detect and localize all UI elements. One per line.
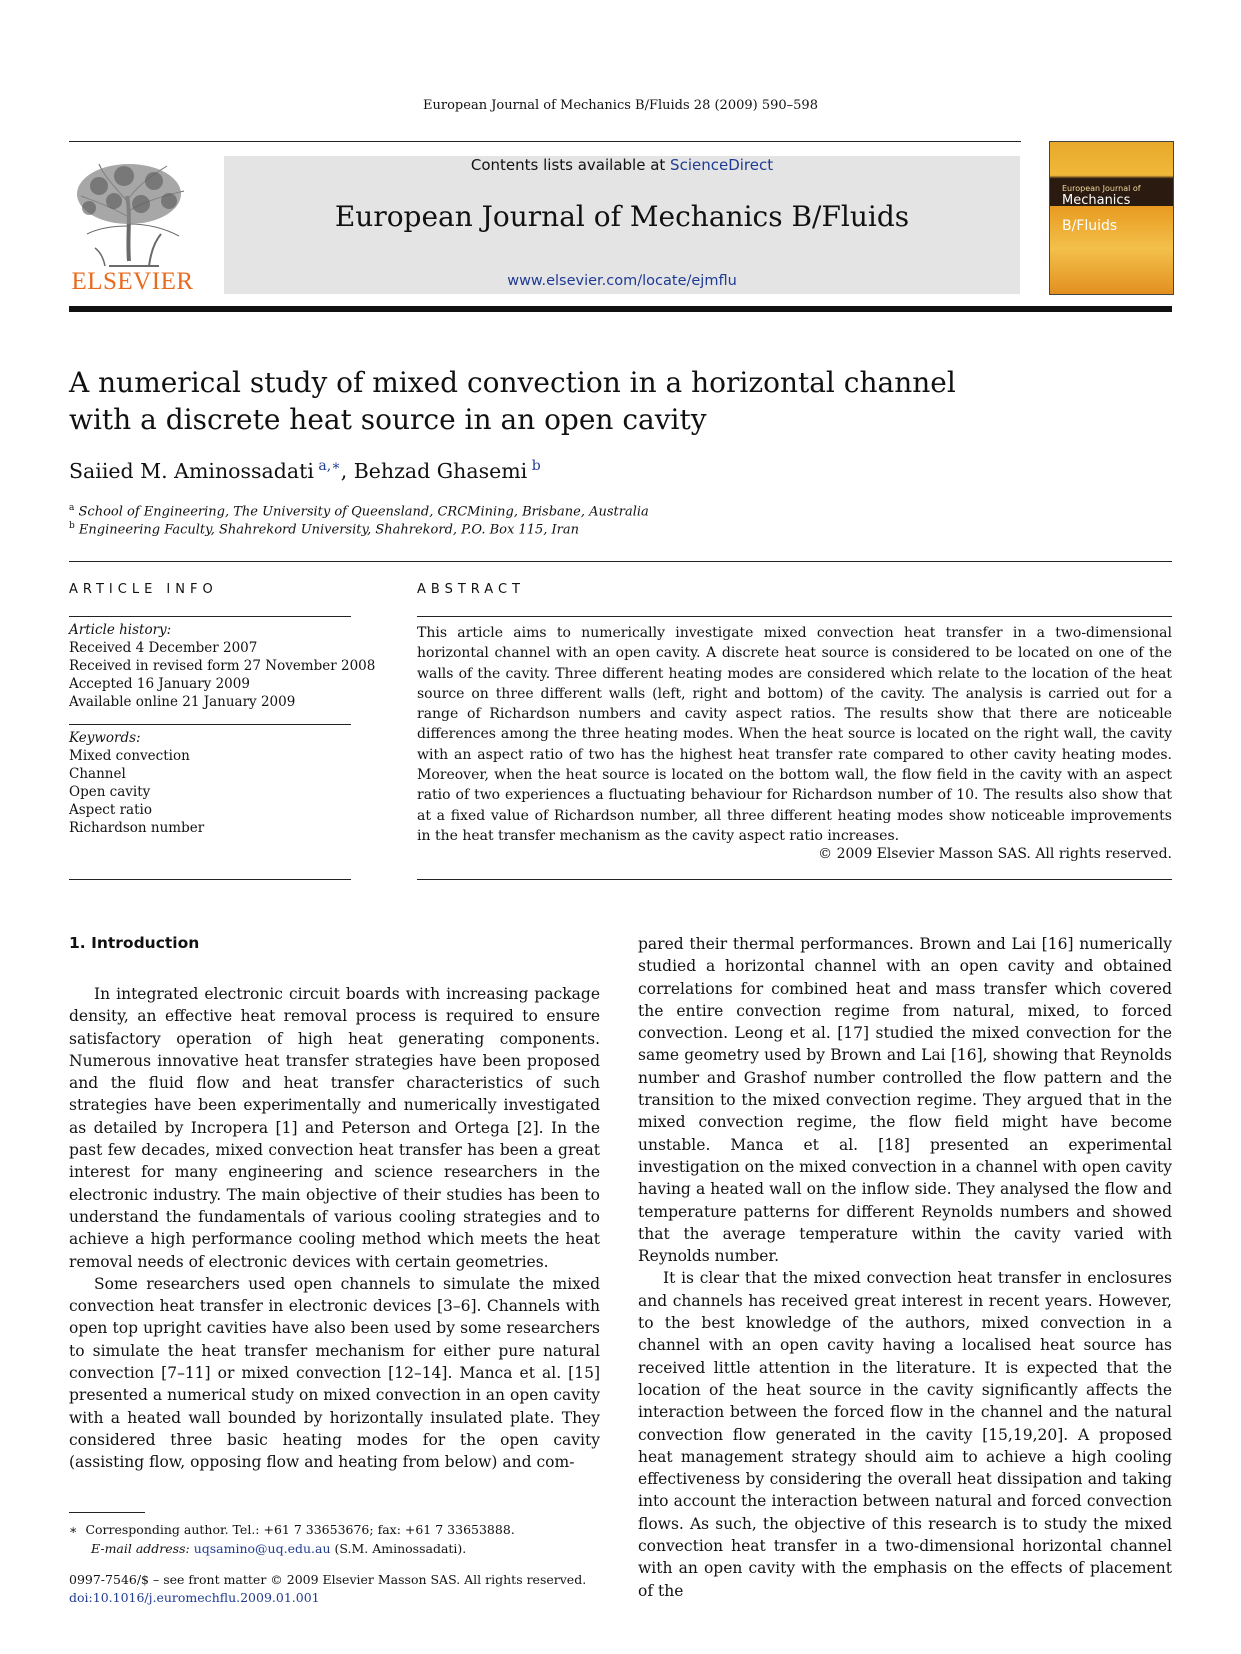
body-paragraph: In integrated electronic circuit boards with increasing package density, an effective heat removal process is required to ensure satisfactory operation of high heat generating components. Numerous innovative heat transfer strategies have been proposed and the fluid flow and heat transfer characteristics of such strategies have been experimentally and numerically investigated as detailed by Incropera [1] and Peterson and Ortega [2]. In the past few decades, mixed convection heat transfer has been a great interest for many engineering and science researchers in the electronic industry. The main objective of their studies has been to understand the fundamentals of various cooling strategies and to achieve a high performance cooling method which meets the heat removal needs of electronic devices with certain geometries. [69,985,600,1271]
section-heading: 1. Introduction [69,934,200,952]
doi-link[interactable]: doi:10.1016/j.euromechflu.2009.01.001 [69,1590,320,1605]
abstract-heading: ABSTRACT [417,582,525,597]
body-column-right [638,933,1172,1602]
keyword: Aspect ratio [69,802,152,818]
abstract-rule [417,616,1172,617]
keyword: Open cavity [69,784,151,800]
abstract-bottom-rule [417,879,1172,880]
footnote-mark: ∗ [69,1522,78,1537]
affiliation-mark: b [69,521,75,531]
history-rule [69,724,351,725]
article-info-bottom-rule [69,879,351,880]
affiliation [69,521,579,537]
journal-masthead [224,156,1020,294]
author-name: Saiied M. Aminossadati [69,458,314,483]
author-list [69,458,541,483]
keyword: Mixed convection [69,748,190,764]
email-owner: (S.M. Aminossadati). [330,1541,467,1556]
journal-url-link[interactable]: www.elsevier.com/locate/ejmflu [507,273,737,289]
issn-line: 0997-7546/$ – see front matter © 2009 Elsevier Masson SAS. All rights reserved. [69,1572,587,1587]
author-marks[interactable]: b [531,458,541,474]
article-title [69,364,969,438]
journal-title: European Journal of Mechanics B/Fluids [334,200,910,233]
history-item: Available online 21 January 2009 [69,694,296,710]
author-separator: , [340,458,354,483]
sciencedirect-link[interactable]: ScienceDirect [670,156,774,174]
abstract-text: This article aims to numerically investigate mixed convection heat transfer in a two-dimensional horizontal channel with an open cavity. A discrete heat source is considered to be located on one of the walls of the cavity. Three different heating modes are considered which relate to the location of the heat source on three different walls (left, right and bottom) of the cavity. The analysis is carried out for a range of Richardson numbers and cavity aspect ratios. The results show that there are noticeable differences among the three heating modes. When the heat source is located on the right wall, the cavity with an aspect ratio of two has the highest heat transfer rate compared to other cavity heating modes. Moreover, when the heat source is located on the bottom wall, the flow field in the cavity with an aspect ratio of two experiences a fluctuating behaviour for Richardson number of 10. The results also show that at a fixed value of Richardson number, all three different heating modes show noticeable improvements in the heat transfer mechanism as the cavity aspect ratio increases. [417,625,1172,844]
cover-line1: European Journal of [1062,184,1141,193]
author-name: Behzad Ghasemi [353,458,528,483]
corresponding-author-footnote [69,1520,629,1558]
running-head: European Journal of Mechanics B/Fluids 28 (2009) 590–598 [423,98,818,113]
article-history [69,621,375,711]
contents-prefix: Contents lists available at [470,156,671,174]
cover-line2: Mechanics [1062,193,1131,208]
affiliation-text: Engineering Faculty, Shahrekord University, Shahrekord, P.O. Box 115, Iran [78,522,579,538]
article-info-heading: ARTICLE INFO [69,582,218,597]
footnote-text: Corresponding author. Tel.: +61 7 33653676; fax: +61 7 33653888. [85,1522,515,1537]
keyword: Channel [69,766,126,782]
body-paragraph: It is clear that the mixed convection heat transfer in enclosures and channels has received great interest in recent years. However, to the best knowledge of the authors, mixed convection in a channel with an open cavity having a localised heat source has received little attention in the literature. It is expected that the location of the heat source in the cavity significantly affects the interaction between the forced flow in the channel and the natural convection flow generated in the cavity [15,19,20]. A proposed heat management strategy should aim to achieve a high cooling effectiveness by considering the overall heat dissipation and taking into account the interaction between natural and forced convection flows. As such, the objective of this research is to study the mixed convection heat transfer in a two-dimensional horizontal channel with an open cavity with the emphasis on the effects of placement of the [638,1269,1172,1600]
affiliation-mark: a [69,503,75,513]
cover-line3: B/Fluids [1062,218,1118,234]
masthead-top-rule [69,141,1021,142]
elsevier-wordmark: ELSEVIER [71,268,194,295]
keywords-label: Keywords: [69,730,141,746]
article-title-line2: with a discrete heat source in an open cavity [69,403,707,436]
article-title-line1: A numerical study of mixed convection in a horizontal channel [69,366,956,399]
masthead-bottom-rule [69,306,1172,312]
body-column-left [69,983,600,1474]
email-link[interactable]: uqsamino@uq.edu.au [193,1541,331,1556]
issn-block [69,1571,586,1607]
body-paragraph: Some researchers used open channels to simulate the mixed convection heat transfer in electronic devices [3–6]. Channels with open top upright cavities have also been used by some researchers to simulate the heat transfer mechanism for either pure natural convection [7–11] or mixed convection [12–14]. Manca et al. [15] presented a numerical study on mixed convection in an open cavity with a heated wall bounded by horizontally insulated plate. They considered three basic heating modes for the open cavity (assisting flow, opposing flow and heating from below) and com- [69,1274,600,1472]
abstract-copyright: © 2009 Elsevier Masson SAS. All rights reserved. [818,846,1172,862]
history-item: Accepted 16 January 2009 [69,676,250,692]
article-info-rule [69,616,351,617]
author-marks[interactable]: a,∗ [318,458,341,474]
history-item: Received 4 December 2007 [69,640,258,656]
email-label: E-mail address: [91,1541,194,1556]
keywords [69,729,204,837]
footnote-rule [69,1512,145,1513]
contents-line [224,156,1020,174]
journal-cover-thumbnail [1049,141,1174,295]
body-paragraph: pared their thermal performances. Brown and Lai [16] numerically studied a horizontal channel with an open cavity and obtained correlations for combined heat and mass transfer which covered the entire convection regime from natural, mixed, to forced convection. Leong et al. [17] studied the mixed convection for the same geometry used by Brown and Lai [16], showing that Reynolds number and Grashof number controlled the flow pattern and the transition to the mixed convection regime. They argued that in the mixed convection regime, the flow field might have become unstable. Manca et al. [18] presented an experimental investigation on the mixed convection in a channel with open cavity having a heated wall on the inflow side. They analysed the flow and temperature patterns for different Reynolds numbers and showed that the average temperature within the cavity varied with Reynolds number. [638,935,1172,1266]
affiliation [69,503,649,519]
affiliation-text: School of Engineering, The University of Queensland, CRCMining, Brisbane, Australia [78,504,649,520]
header-divider [69,561,1172,562]
keyword: Richardson number [69,820,205,836]
history-label: Article history: [69,622,172,638]
history-item: Received in revised form 27 November 2008 [69,658,376,674]
